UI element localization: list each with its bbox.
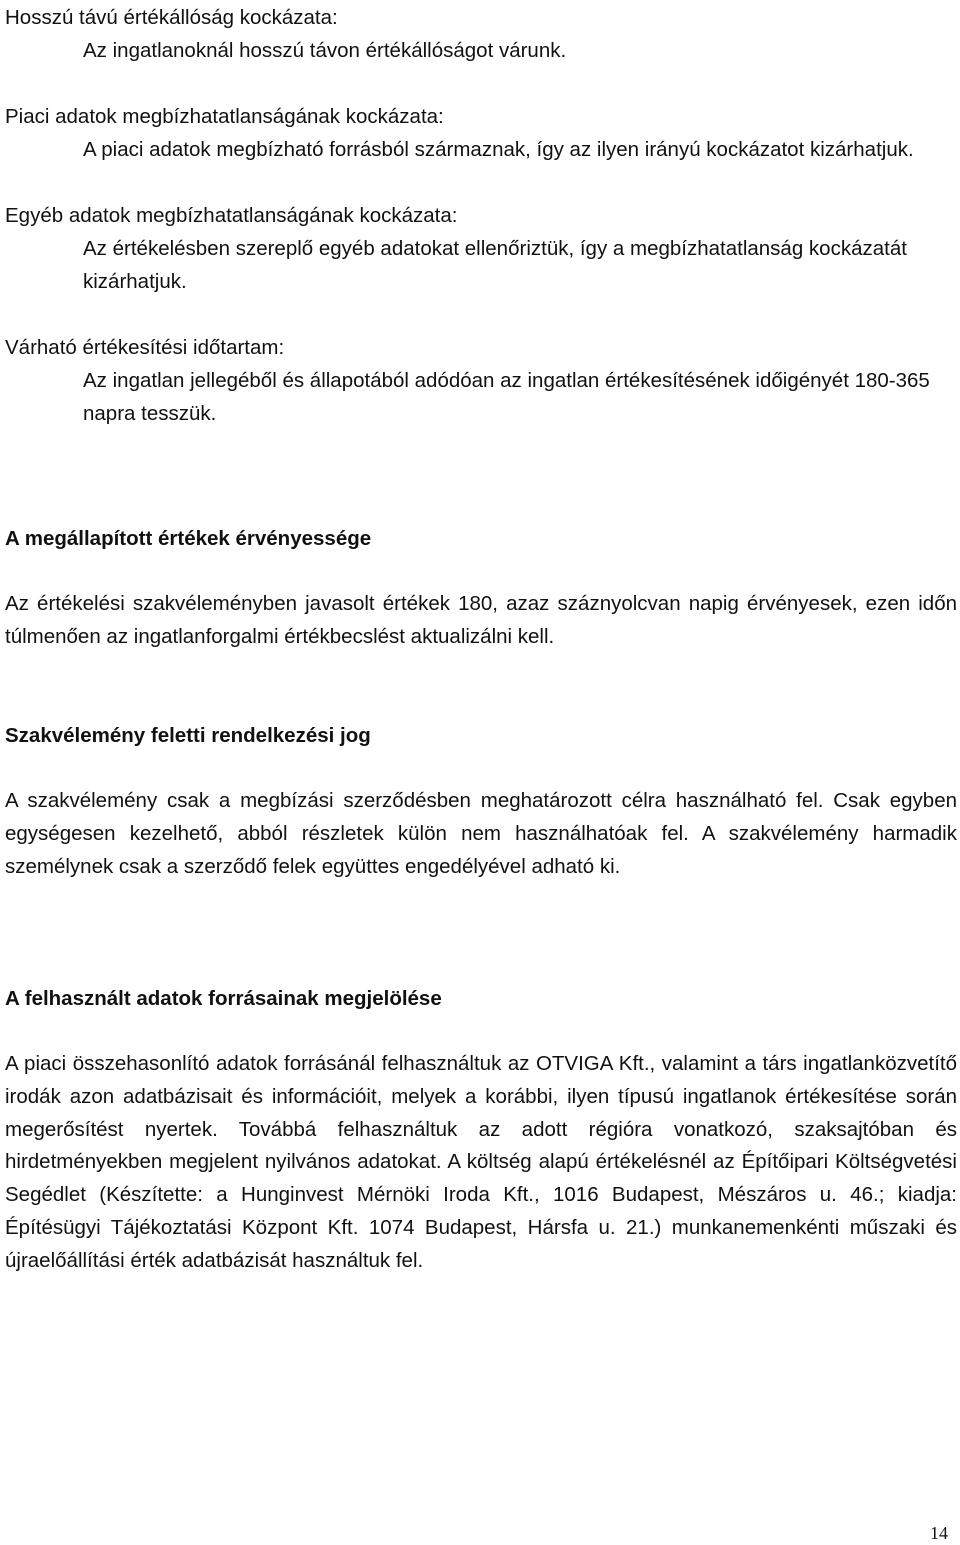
risk-text: Az ingatlanoknál hosszú távon értékállóságot várunk.	[83, 39, 567, 62]
risk-label: Várható értékesítési időtartam:	[5, 336, 285, 359]
risk-list	[5, 1, 957, 430]
section-body: Az értékelési szakvéleményben javasolt értékek 180, azaz száznyolcvan napig érvényesek, ezen időn túlmenően az ingatlanforgalmi értékbecslést aktualizálni kell.	[5, 592, 957, 648]
risk-label: Egyéb adatok megbízhatatlanságának kockázata:	[5, 204, 458, 227]
section-validity	[5, 522, 957, 654]
section-body: A piaci összehasonlító adatok forrásánál felhasználtuk az OTVIGA Kft., valamint a társ ingatlanközvetítő irodák azon adatbázisait és információit, melyek a korábbi, ilyen típusú ingatlanok értékesítése során megerősítést nyertek. Továbbá felhasználtuk az adott régióra vonatkozó, szaksajtóban és hirdetményekben megjelent nyilvános adatokat. A költség alapú értékelésnél az Építőipari Költségvetési Segédlet (Készítette: a Hunginvest Mérnöki Iroda Kft., 1016 Budapest, Mészáros u. 46.; kiadja: Építésügyi Tájékoztatási Központ Kft. 1074 Budapest, Hársfa u. 21.) munkanemenkénti műszaki és újraelőállítási érték adatbázisát használtuk fel.	[5, 1052, 957, 1272]
risk-label: Piaci adatok megbízhatatlanságának kockázata:	[5, 105, 444, 128]
risk-item-market-data	[5, 100, 957, 166]
section-disposal-rights	[5, 719, 957, 883]
page-number: 14	[930, 1523, 948, 1543]
section-title: A felhasznált adatok forrásainak megjelölése	[5, 987, 442, 1010]
section-title: Szakvélemény feletti rendelkezési jog	[5, 724, 371, 747]
risk-item-long-term-value	[5, 1, 957, 67]
risk-text: Az ingatlan jellegéből és állapotából adódóan az ingatlan értékesítésének időigényét 180-365 napra tesszük.	[83, 369, 930, 425]
risk-item-sale-duration	[5, 331, 957, 430]
risk-item-other-data	[5, 199, 957, 298]
risk-label: Hosszú távú értékállóság kockázata:	[5, 6, 338, 29]
risk-text: A piaci adatok megbízható forrásból származnak, így az ilyen irányú kockázatot kizárhatjuk.	[83, 138, 914, 161]
risk-text: Az értékelésben szereplő egyéb adatokat ellenőriztük, így a megbízhatatlanság kockázatát kizárhatjuk.	[83, 237, 907, 293]
section-title: A megállapított értékek érvényessége	[5, 527, 372, 550]
section-data-sources	[5, 982, 957, 1278]
section-body: A szakvélemény csak a megbízási szerződésben meghatározott célra használható fel. Csak egyben egységesen kezelhető, abból részletek külön nem használhatóak fel. A szakvélemény harmadik személynek csak a szerződő felek együttes engedélyével adható ki.	[5, 789, 957, 878]
